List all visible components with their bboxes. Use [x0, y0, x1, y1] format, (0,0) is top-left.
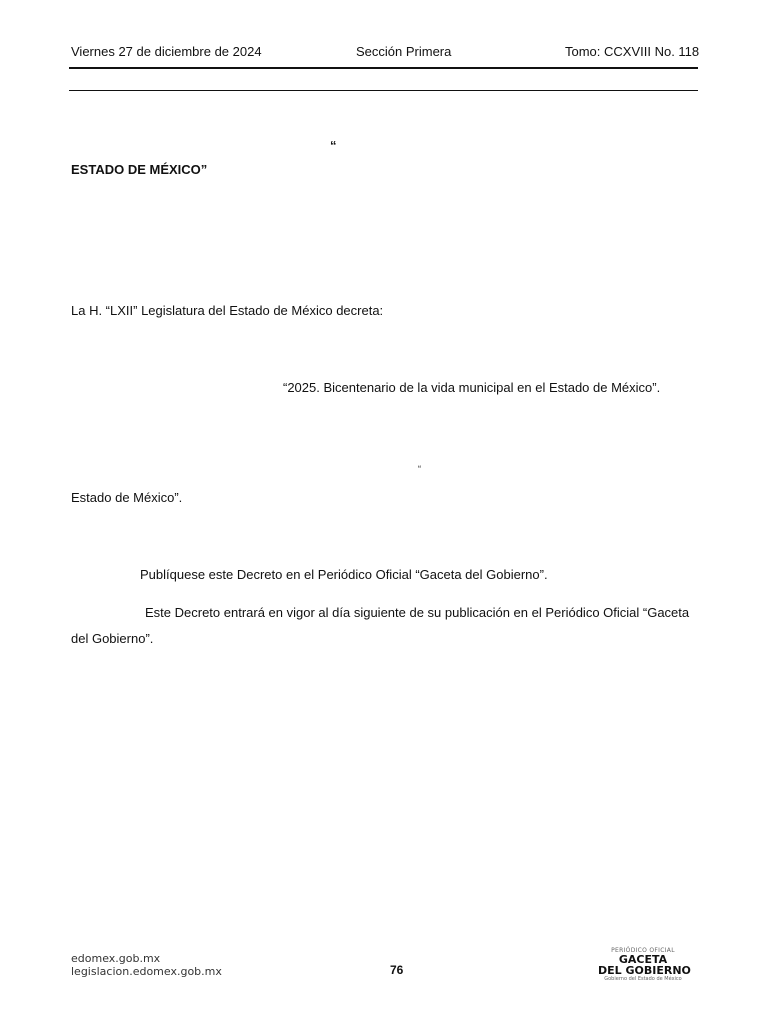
logo-line1: GACETA [618, 953, 668, 966]
header-volume: Tomo: CCXVIII No. 118 [565, 44, 700, 59]
year-motto: “2025. Bicentenario de la vida municipal en el Estado de México”. [283, 380, 661, 395]
transitory-first: Publíquese este Decreto en el Periódico Oficial “Gaceta del Gobierno”. [140, 567, 548, 582]
page-number: 76 [390, 963, 404, 977]
quote-mark-small: “ [418, 464, 421, 474]
header-rule-thin [69, 90, 698, 91]
transitory-second-line1: Este Decreto entrará en vigor al día siguiente de su publicación en el Periódico Oficial “Gaceta [145, 605, 690, 620]
logo-top-text: PERIÓDICO OFICIAL [611, 947, 675, 954]
header-date: Viernes 27 de diciembre de 2024 [71, 44, 262, 59]
header-rule-thick [69, 67, 698, 69]
decree-intro: La H. “LXII” Legislatura del Estado de México decreta: [71, 303, 384, 318]
estado-line: Estado de México”. [71, 490, 183, 505]
heading: ESTADO DE MÉXICO” [71, 162, 208, 177]
header-section: Sección Primera [356, 44, 452, 59]
footer-link-legislacion[interactable]: legislacion.edomex.gob.mx [71, 965, 222, 978]
footer-link-edomex[interactable]: edomex.gob.mx [71, 952, 161, 965]
gaceta-logo [598, 947, 691, 982]
quote-mark: “ [330, 138, 337, 153]
footer-links [71, 952, 222, 978]
transitory-second-line2: del Gobierno”. [71, 631, 154, 646]
logo-bottom-text: Gobierno del Estado de México [604, 976, 682, 982]
logo-line2: DEL GOBIERNO [598, 964, 691, 977]
